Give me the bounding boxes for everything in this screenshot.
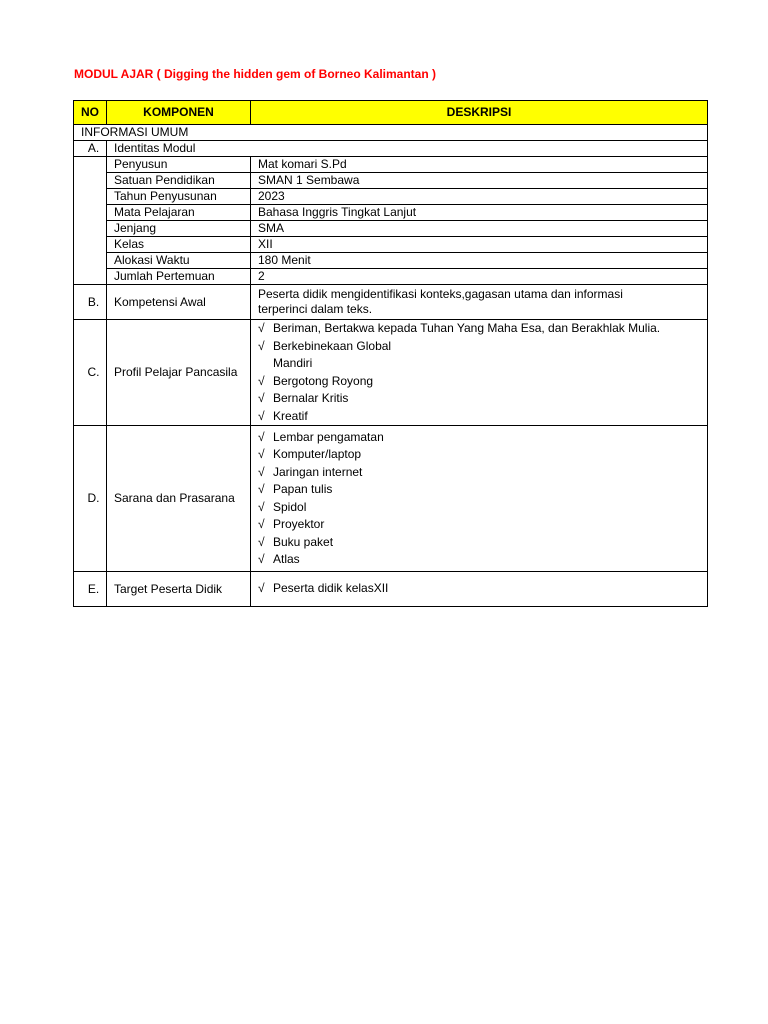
header-row <box>74 101 708 125</box>
list-item: √ Bernalar Kritis <box>258 390 707 408</box>
row-value: 180 Menit <box>251 253 708 269</box>
table-row <box>74 173 708 189</box>
check-icon: √ <box>258 338 265 353</box>
target-list <box>258 580 707 598</box>
list-item: √ Proyektor <box>258 516 707 534</box>
row-value: 2023 <box>251 189 708 205</box>
kompetensi-row <box>74 285 708 320</box>
list-item: √ Spidol <box>258 499 707 517</box>
profil-list <box>258 320 707 425</box>
list-item: √ Papan tulis <box>258 481 707 499</box>
kompetensi-desc <box>251 285 708 320</box>
check-icon: √ <box>258 429 265 444</box>
list-item-continuation: Mandiri <box>273 356 313 370</box>
check-icon: √ <box>258 534 265 549</box>
row-value: Bahasa Inggris Tingkat Lanjut <box>251 205 708 221</box>
check-icon: √ <box>258 581 265 596</box>
check-icon: √ <box>258 321 265 335</box>
section-row <box>74 125 708 141</box>
list-item: √ Lembar pengamatan <box>258 429 707 447</box>
kompetensi-no: B. <box>74 285 107 320</box>
check-icon: √ <box>258 482 265 496</box>
row-value: SMA <box>251 221 708 237</box>
list-item: √ Berkebinekaan Global <box>258 338 707 356</box>
row-label: Alokasi Waktu <box>107 253 251 269</box>
table-row <box>74 237 708 253</box>
sarana-no: D. <box>74 426 107 572</box>
kompetensi-label: Kompetensi Awal <box>107 285 251 320</box>
check-icon: √ <box>258 373 265 388</box>
table-row <box>74 189 708 205</box>
check-icon: √ <box>258 447 265 461</box>
list-item: √ Bergotong Royong <box>258 373 707 391</box>
row-label: Jenjang <box>107 221 251 237</box>
row-value: XII <box>251 237 708 253</box>
list-item: √ Beriman, Bertakwa kepada Tuhan Yang Maha Esa, dan Berakhlak Mulia. <box>258 320 707 338</box>
check-icon: √ <box>258 499 265 514</box>
list-item: √ Komputer/laptop <box>258 446 707 464</box>
row-label: Satuan Pendidikan <box>107 173 251 189</box>
check-icon: √ <box>258 552 265 566</box>
table-row <box>74 269 708 285</box>
identitas-no: A. <box>74 141 107 157</box>
profil-row <box>74 320 708 426</box>
profil-no: C. <box>74 320 107 426</box>
row-label: Penyusun <box>107 157 251 173</box>
list-item: √ Atlas <box>258 551 707 569</box>
profil-desc <box>251 320 708 426</box>
row-value: SMAN 1 Sembawa <box>251 173 708 189</box>
header-komponen: KOMPONEN <box>107 101 251 125</box>
target-no: E. <box>74 572 107 607</box>
target-desc <box>251 572 708 607</box>
table-row <box>74 157 708 173</box>
row-label: Tahun Penyusunan <box>107 189 251 205</box>
sarana-label: Sarana dan Prasarana <box>107 426 251 572</box>
row-label: Mata Pelajaran <box>107 205 251 221</box>
kompetensi-line-2: terperinci dalam teks. <box>258 302 373 316</box>
list-item: √ Kreatif <box>258 408 707 426</box>
table-row <box>74 221 708 237</box>
check-icon: √ <box>258 464 265 479</box>
profil-label: Profil Pelajar Pancasila <box>107 320 251 426</box>
identitas-label: Identitas Modul <box>107 141 708 157</box>
sarana-desc <box>251 426 708 572</box>
document-title: MODUL AJAR ( Digging the hidden gem of Borneo Kalimantan ) <box>74 67 436 81</box>
row-label: Kelas <box>107 237 251 253</box>
row-value: Mat komari S.Pd <box>251 157 708 173</box>
kompetensi-line-1: Peserta didik mengidentifikasi konteks,gagasan utama dan informasi <box>258 287 623 301</box>
sarana-list <box>258 429 707 569</box>
identitas-row <box>74 141 708 157</box>
modul-table <box>73 100 708 607</box>
target-row <box>74 572 708 607</box>
list-item: √ Buku paket <box>258 534 707 552</box>
list-item: √ Jaringan internet <box>258 464 707 482</box>
section-title: INFORMASI UMUM <box>74 125 708 141</box>
row-label: Jumlah Pertemuan <box>107 269 251 285</box>
check-icon: √ <box>258 408 265 423</box>
header-deskripsi: DESKRIPSI <box>251 101 708 125</box>
empty-cell <box>74 157 107 285</box>
table-row <box>74 205 708 221</box>
table-row <box>74 253 708 269</box>
target-label: Target Peserta Didik <box>107 572 251 607</box>
list-item: √ Peserta didik kelasXII <box>258 580 707 598</box>
sarana-row <box>74 426 708 572</box>
header-no: NO <box>74 101 107 125</box>
check-icon: √ <box>258 517 265 531</box>
check-icon: √ <box>258 391 265 405</box>
row-value: 2 <box>251 269 708 285</box>
